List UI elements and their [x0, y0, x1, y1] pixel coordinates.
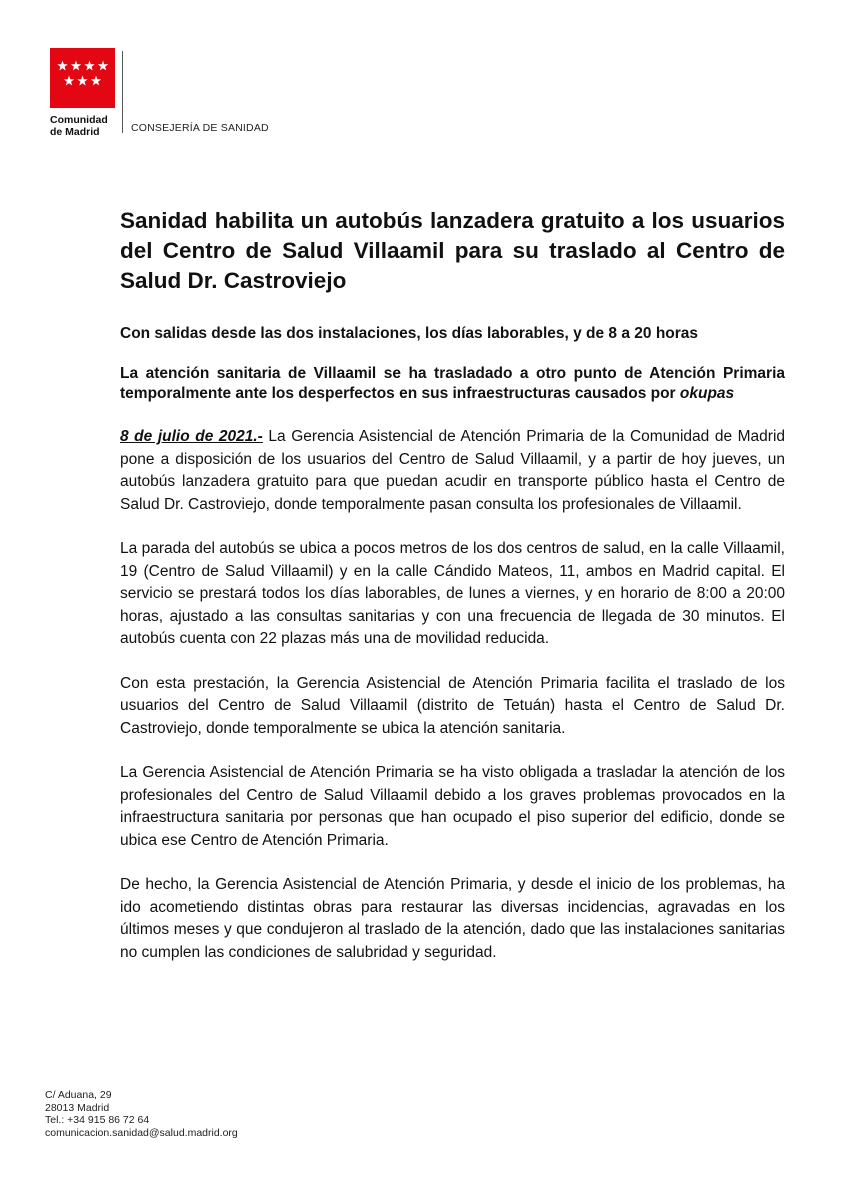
- paragraph-1: [120, 426, 785, 516]
- paragraph-5: De hecho, la Gerencia Asistencial de Atención Primaria, y desde el inicio de los problemas, ha ido acometiendo distintas obras para restaurar las diversas incidencias, agravadas en los últimos meses y que condujeron al traslado de la atención, dado que las instalaciones sanitarias no cumplen las condiciones de salubridad y seguridad.: [120, 876, 785, 961]
- lead-text: La atención sanitaria de Villaamil se ha trasladado a otro punto de Atención Primaria temporalmente ante los desperfectos en sus infraestructuras causados por: [120, 365, 785, 402]
- footer-phone: Tel.: +34 915 86 72 64: [45, 1114, 150, 1126]
- brand-line-2: de Madrid: [50, 126, 100, 138]
- paragraph-3: Con esta prestación, la Gerencia Asistencial de Atención Primaria facilita el traslado de los usuarios del Centro de Salud Villaamil (distrito de Tetuán) hasta el Centro de Salud Dr. Castroviejo, donde temporalmente se ubica la atención sanitaria.: [120, 674, 785, 737]
- footer-email: comunicacion.sanidad@salud.madrid.org: [45, 1126, 238, 1139]
- comunidad-de-madrid-logo: [50, 48, 115, 108]
- brand-name: [50, 114, 108, 138]
- footer-postal: 28013 Madrid: [45, 1101, 110, 1114]
- header-divider: [122, 51, 123, 133]
- paragraph-1-text: La Gerencia Asistencial de Atención Primaria de la Comunidad de Madrid pone a disposición de los usuarios del Centro de Salud Villaamil, y a partir de hoy jueves, un autobús lanzadera gratuito para que puedan acudir en transporte público hasta el Centro de Salud Dr. Castroviejo, donde temporalmente pasan consulta los profesionales de Villaamil.: [120, 428, 786, 513]
- letterhead: [50, 45, 350, 145]
- headline: Sanidad habilita un autobús lanzadera gratuito a los usuarios del Centro de Salud Villaamil para su traslado al Centro de Salud Dr. Castroviejo: [120, 208, 785, 293]
- lead-summary: [120, 364, 785, 404]
- lead-italic: okupas: [679, 385, 735, 402]
- press-release: [120, 206, 785, 964]
- department-name: CONSEJERÍA DE SANIDAD: [131, 122, 269, 134]
- seven-stars-icon: [50, 48, 115, 108]
- dateline: 8 de julio de 2021.-: [120, 428, 263, 445]
- brand-line-1: Comunidad: [50, 114, 108, 126]
- paragraph-2: La parada del autobús se ubica a pocos metros de los dos centros de salud, en la calle Villaamil, 19 (Centro de Salud Villaamil) y en la calle Cándido Mateos, 11, ambos en Madrid capital. El servicio se prestará todos los días laborables, de lunes a viernes, y en horario de 8:00 a 20:00 horas, ajustado a las consultas sanitarias y con una frecuencia de llegada de 30 minutos. El autobús cuenta con 22 plazas más una de movilidad reducida.: [120, 540, 785, 647]
- subheadline: Con salidas desde las dos instalaciones, los días laborables, y de 8 a 20 horas: [120, 325, 699, 342]
- footer-address: C/ Aduana, 29: [45, 1089, 112, 1101]
- paragraph-4: La Gerencia Asistencial de Atención Primaria se ha visto obligada a trasladar la atención de los profesionales del Centro de Salud Villaamil debido a los graves problemas provocados en la infraestructura sanitaria por personas que han ocupado el piso superior del edificio, donde se ubica ese Centro de Atención Primaria.: [120, 764, 785, 849]
- contact-footer: [45, 1089, 238, 1139]
